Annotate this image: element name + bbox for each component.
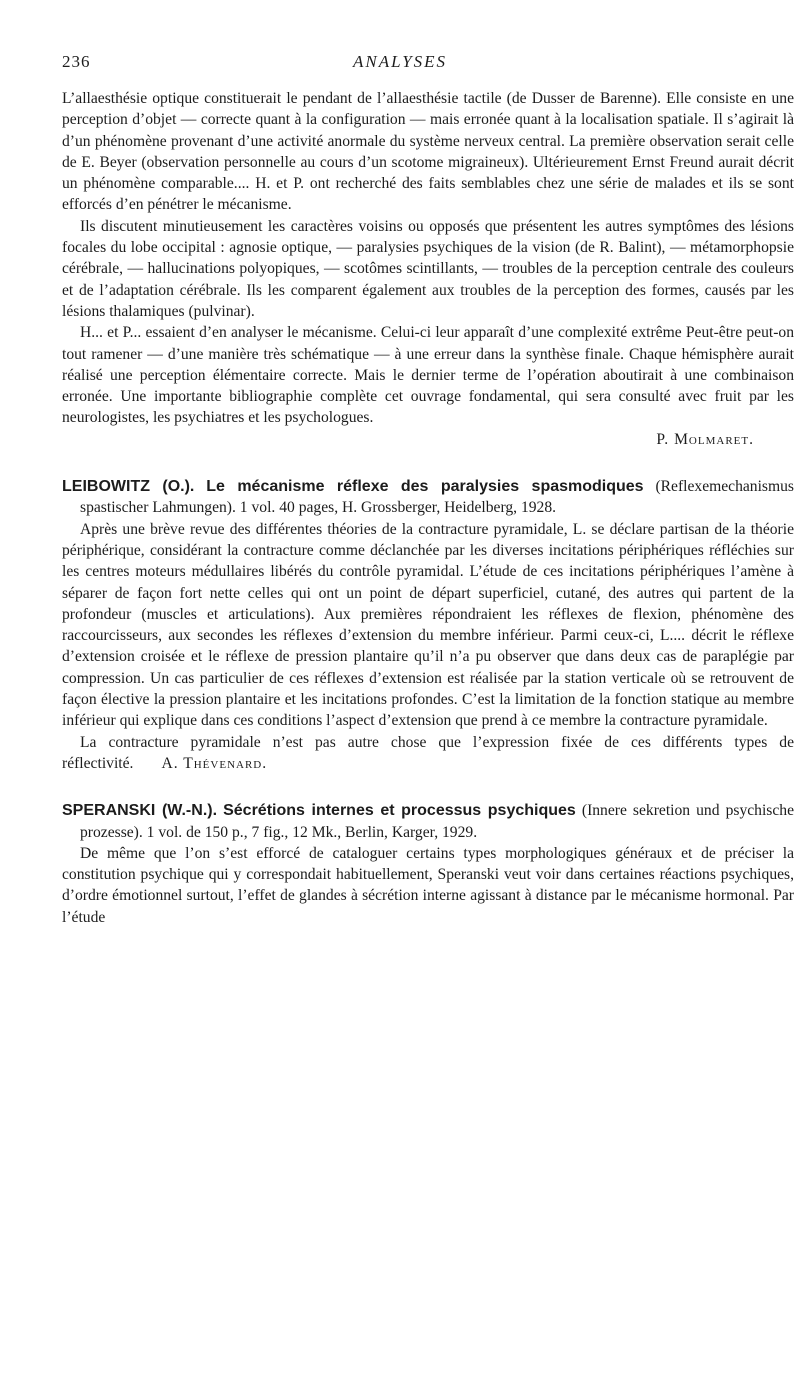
page-number: 236 bbox=[62, 52, 91, 71]
page-header bbox=[62, 52, 738, 78]
paragraph bbox=[62, 732, 794, 775]
review-bibliography: (Reflexemechanismus spastischer Lahmungen). 1 vol. 40 pages, H. Grossberger, Heidelberg, 1928. bbox=[80, 478, 794, 517]
page-content bbox=[62, 88, 794, 928]
signature: P. Molmaret. bbox=[656, 430, 754, 448]
review-title: Le mécanisme réflexe des paralysies spasmodiques bbox=[206, 478, 644, 496]
paragraph: L’allaesthésie optique constituerait le pendant de l’allaesthésie tactile (de Dusser de Barenne). Elle consiste en une perception d’objet — correcte quant à la configuration — mais erronée quant à la localisation spatiale. Il s’agirait là d’un phénomène provenant d’une activité anormale du système nerveux central. La première observation serait celle de E. Beyer (observation personnelle au cours d’un scotome migraineux). Ultérieurement Ernst Freund aurait décrit un phénomène comparable.... H. et P. ont recherché des faits semblables chez une série de malades et ils se sont efforcés d’en pénétrer le mécanisme. bbox=[62, 90, 794, 214]
paragraph-text: La contracture pyramidale n’est pas autre chose que l’expression fixée de ces différents types de réflectivité. bbox=[62, 733, 794, 772]
review-title: Sécrétions internes et processus psychiques bbox=[223, 802, 576, 820]
review-bibliography: (Innere sekretion und psychische prozesse). 1 vol. de 150 p., 7 fig., 12 Mk., Berlin, Karger, 1929. bbox=[80, 802, 794, 841]
signature: A. Thévenard. bbox=[161, 754, 268, 772]
review-heading bbox=[62, 476, 794, 519]
review-allaesthesie bbox=[62, 88, 794, 450]
review-speranski bbox=[62, 800, 794, 928]
paragraph: Après une brève revue des différentes théories de la contracture pyramidale, L. se déclare partisan de la théorie périphérique, considérant la contracture comme déclanchée par les diverses incitations périphériques réfléchies sur les centres moteurs médullaires libérés du contrôle pyramidal. L’étude de ces incitations périphériques l’amène à séparer de façon fort nette celles qui ont un point de départ superficiel, cutané, des autres qui partent de la profondeur (muscles et articulations). Aux premières répondraient les réflexes de flexion, phénomène des raccourcisseurs, aux secondes les réflexes d’extension du membre inférieur. Parmi ceux-ci, L.... décrit le réflexe d’extension croisée et le réflexe de pression plantaire qu’il n’a pu observer que dans deux cas de paraplégie par compression. Un cas particulier de ces réflexes d’extension est réalisée par la station verticale où se retrouvent de façon élective la pression plantaire et les incitations profondes. C’est la limitation de la fonction statique au membre inférieur qui explique dans ces conditions l’aspect d’extension que prend à ce membre la contracture pyramidale. bbox=[62, 520, 794, 730]
review-leibowitz bbox=[62, 476, 794, 774]
review-heading bbox=[62, 800, 794, 843]
paragraph: Ils discutent minutieusement les caractères voisins ou opposés que présentent les autres symptômes des lésions focales du lobe occipital : agnosie optique, — paralysies psychiques de la vision (de R. Balint), — métamorphopsie cérébrale, — hallucinations polyopiques, — scotômes scintillants, — troubles de la perception centrale des couleurs et de l’adaptation cérébrale. Ils les comparent également aux troubles de la perception des formes, causés par les lésions thalamiques (pulvinar). bbox=[62, 217, 794, 320]
paragraph: De même que l’on s’est efforcé de cataloguer certains types morphologiques généraux et de préciser la constitution psychique qui y correspondait habituellement, Speranski veut voir dans certaines réactions psychiques, d’ordre émotionnel surtout, l’effet de glandes à sécrétion interne agissant à distance par le mécanisme hormonal. Par l’étude bbox=[62, 844, 794, 926]
paragraph: H... et P... essaient d’en analyser le mécanisme. Celui-ci leur apparaît d’une complexité extrême Peut-être peut-on tout ramener — d’une manière très schématique — à une erreur dans la synthèse finale. Chaque hémisphère aurait réalisé une perception élémentaire correcte. Mais le dernier terme de l’opération aboutirait à une combinaison erronée. Une importante bibliographie complète cet ouvrage fondamental, qui sera consulté avec fruit par les neurologistes, les psychiatres et les psychologues. bbox=[62, 324, 794, 427]
review-author: LEIBOWITZ (O.). bbox=[62, 478, 195, 496]
review-author: SPERANSKI (W.-N.). bbox=[62, 802, 218, 820]
running-title: ANALYSES bbox=[352, 52, 448, 71]
